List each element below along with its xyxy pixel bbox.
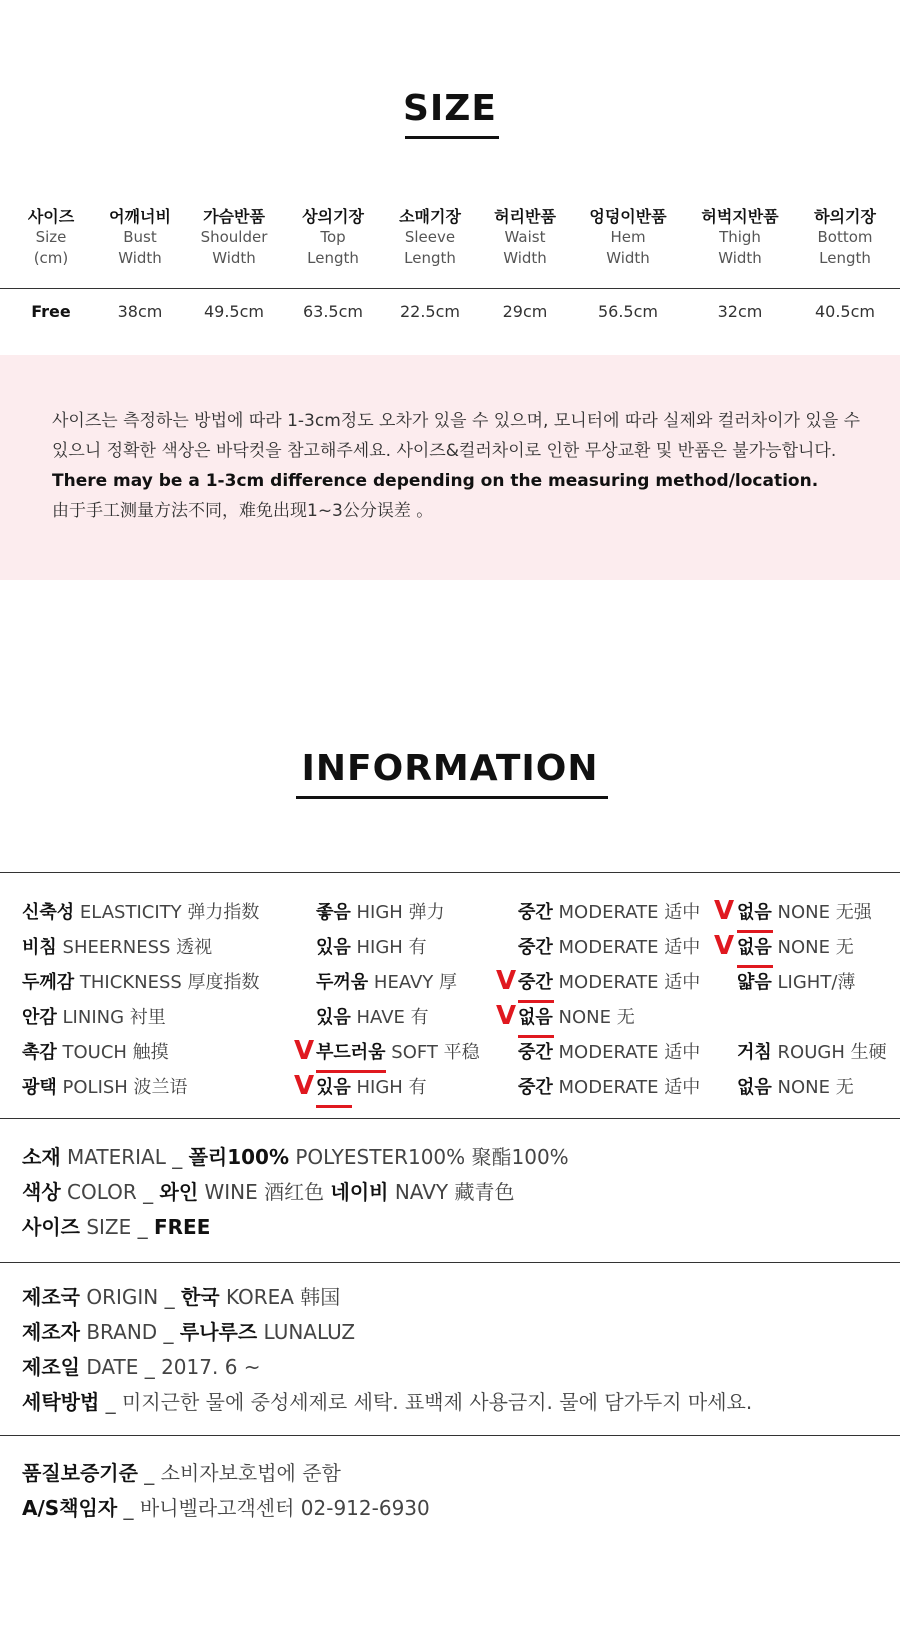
option-selected: 있음 HIGH 有 — [316, 1077, 427, 1098]
size-col-7 — [690, 206, 790, 269]
size-title: SIZE — [402, 88, 498, 129]
notice-ko-line2: 있으니 정확한 색상은 바닥컷을 참고해주세요. 사이즈&컬러차이로 인한 무상교환 및 반품은 불가능합니다. — [52, 441, 837, 461]
col-ko-label: 사이즈 — [27, 207, 75, 226]
col-en-label: Length — [307, 249, 359, 267]
row-label: 비침 SHEERNESS 透视 — [22, 937, 213, 958]
option-selected: 중간 MODERATE 适中 — [518, 972, 701, 993]
size-cell: Free — [31, 302, 71, 321]
option: 거침 ROUGH 生硬 — [737, 1042, 887, 1063]
check-mark: V — [294, 1036, 315, 1066]
size-cell: 29cm — [502, 302, 548, 321]
option: 중간 MODERATE 适中 — [518, 1042, 701, 1063]
notice-ko-line1: 사이즈는 측정하는 방법에 따라 1-3cm정도 오차가 있을 수 있으며, 모니터에 따라 실제와 컬러차이가 있을 수 — [52, 411, 861, 431]
spec-origin: 제조국 ORIGIN _ 한국 KOREA 韩国 — [22, 1285, 341, 1309]
col-en-label: Width — [118, 249, 162, 267]
size-table-divider — [0, 288, 900, 289]
option-selected: 없음 NONE 无强 — [737, 902, 872, 923]
check-mark: V — [496, 966, 517, 996]
option-selected: 부드러움 SOFT 平稳 — [316, 1042, 480, 1063]
selected-underline — [518, 1035, 554, 1038]
check-mark: V — [714, 931, 735, 961]
info-row-lining — [0, 1001, 900, 1039]
col-en-label: Sleeve — [404, 228, 456, 246]
col-en-label: Hem — [610, 228, 646, 246]
info-row-thickness — [0, 966, 900, 1004]
col-ko-label: 하의기장 — [814, 207, 876, 226]
option: 없음 NONE 无 — [737, 1077, 854, 1098]
divider — [0, 872, 900, 873]
size-cell: 38cm — [117, 302, 163, 321]
size-col-0 — [0, 206, 102, 269]
size-col-4 — [376, 206, 484, 269]
spec-brand: 제조자 BRAND _ 루나루즈 LUNALUZ — [22, 1320, 356, 1344]
size-title-underline — [405, 136, 499, 139]
notice-zh: 由于手工测量方法不同，难免出现1~3公分误差 。 — [52, 501, 434, 521]
row-label: 촉감 TOUCH 触摸 — [22, 1042, 169, 1063]
col-ko-label: 허벅지반품 — [701, 207, 779, 226]
col-en-label: Width — [606, 249, 650, 267]
information-title: INFORMATION — [301, 748, 599, 789]
col-ko-label: 어깨너비 — [109, 207, 171, 226]
col-en-label: Length — [819, 249, 871, 267]
check-mark: V — [714, 896, 735, 926]
check-mark: V — [496, 1001, 517, 1031]
col-en-label: Bust — [123, 228, 157, 246]
option-selected: 없음 NONE 无 — [518, 1007, 635, 1028]
size-table — [0, 206, 900, 269]
col-en-label: Waist — [504, 228, 546, 246]
spec-quality: 품질보증기준 _ 소비자보호법에 준함 — [22, 1461, 341, 1485]
row-label: 광택 POLISH 波兰语 — [22, 1077, 188, 1098]
size-col-1 — [102, 206, 178, 269]
size-cell: 49.5cm — [203, 302, 264, 321]
option: 두꺼움 HEAVY 厚 — [316, 972, 458, 993]
size-cell: 40.5cm — [814, 302, 875, 321]
size-cell: 22.5cm — [399, 302, 460, 321]
col-ko-label: 가슴반품 — [203, 207, 265, 226]
size-col-5 — [484, 206, 566, 269]
option-selected: 없음 NONE 无 — [737, 937, 854, 958]
col-ko-label: 엉덩이반품 — [589, 207, 667, 226]
size-table-row — [0, 302, 900, 321]
size-col-2 — [178, 206, 290, 269]
divider — [0, 1262, 900, 1263]
col-en-label: Width — [503, 249, 547, 267]
spec-date: 제조일 DATE _ 2017. 6 ~ — [22, 1355, 261, 1379]
spec-wash: 세탁방법 _ 미지근한 물에 중성세제로 세탁. 표백제 사용금지. 물에 담가두지 마세요. — [22, 1390, 753, 1414]
size-col-8 — [790, 206, 900, 269]
selected-underline — [316, 1105, 352, 1108]
option: 좋음 HIGH 弹力 — [316, 902, 445, 923]
option: 중간 MODERATE 适中 — [518, 1077, 701, 1098]
divider — [0, 1435, 900, 1436]
col-en-label: Length — [404, 249, 456, 267]
option: 얇음 LIGHT/薄 — [737, 972, 856, 993]
info-row-elasticity — [0, 896, 900, 934]
divider — [0, 1118, 900, 1119]
info-row-touch — [0, 1036, 900, 1074]
spec-material: 소재 MATERIAL _ 폴리100% POLYESTER100% 聚酯100% — [22, 1145, 569, 1169]
spec-as-contact: A/S책임자 _ 바니벨라고객센터 02-912-6930 — [22, 1496, 430, 1520]
selected-underline — [518, 1000, 554, 1003]
size-cell: 56.5cm — [597, 302, 658, 321]
option: 있음 HAVE 有 — [316, 1007, 429, 1028]
selected-underline — [316, 1070, 386, 1073]
selected-underline — [737, 930, 773, 933]
notice-en: There may be a 1-3cm difference depending on the measuring method/location. — [52, 471, 819, 491]
size-cell: 63.5cm — [302, 302, 363, 321]
col-en-label: Size — [35, 228, 67, 246]
col-en-label: Width — [212, 249, 256, 267]
col-en-label: (cm) — [33, 249, 69, 267]
row-label: 두께감 THICKNESS 厚度指数 — [22, 972, 260, 993]
selected-underline — [737, 965, 773, 968]
size-table-header — [0, 206, 900, 269]
row-label: 안감 LINING 衬里 — [22, 1007, 166, 1028]
col-ko-label: 허리반품 — [494, 207, 556, 226]
information-title-underline — [296, 796, 608, 799]
spec-size: 사이즈 SIZE _ FREE — [22, 1215, 211, 1239]
info-row-sheerness — [0, 931, 900, 969]
option: 중간 MODERATE 适中 — [518, 902, 701, 923]
option: 중간 MODERATE 适中 — [518, 937, 701, 958]
size-col-6 — [566, 206, 690, 269]
col-en-label: Top — [320, 228, 346, 246]
col-ko-label: 상의기장 — [302, 207, 364, 226]
col-ko-label: 소매기장 — [399, 207, 461, 226]
size-cell: 32cm — [717, 302, 763, 321]
col-en-label: Shoulder — [200, 228, 268, 246]
col-en-label: Width — [718, 249, 762, 267]
info-row-polish — [0, 1071, 900, 1109]
col-en-label: Thigh — [719, 228, 761, 246]
option: 있음 HIGH 有 — [316, 937, 427, 958]
check-mark: V — [294, 1071, 315, 1101]
col-en-label: Bottom — [817, 228, 873, 246]
spec-color: 색상 COLOR _ 와인 WINE 酒红色 네이비 NAVY 藏青色 — [22, 1180, 515, 1204]
row-label: 신축성 ELASTICITY 弹力指数 — [22, 902, 260, 923]
size-col-3 — [290, 206, 376, 269]
